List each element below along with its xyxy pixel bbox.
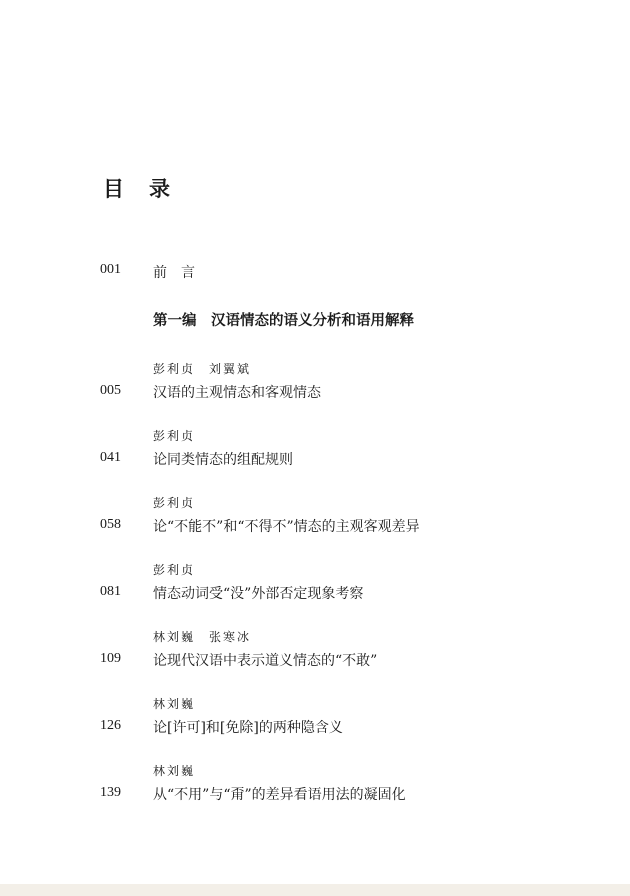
entry-title: 论现代汉语中表示道义情态的“不敢” xyxy=(153,653,378,669)
entry-author: 彭利贞 xyxy=(153,563,196,577)
page-number: 139 xyxy=(100,785,121,800)
page-number: 109 xyxy=(100,651,121,666)
page-bottom-edge xyxy=(0,884,630,896)
page-title-char-1: 目 xyxy=(103,176,125,201)
page-number: 005 xyxy=(100,383,121,398)
entry-author: 彭利贞 xyxy=(153,496,196,510)
page-number: 058 xyxy=(100,517,121,532)
entry-author: 彭利贞 xyxy=(153,429,196,443)
entry-title: 情态动词受“没”外部否定现象考察 xyxy=(153,586,364,602)
entry-title: 论同类情态的组配规则 xyxy=(153,452,293,468)
page-title-char-2: 录 xyxy=(149,176,171,201)
page-number: 001 xyxy=(100,262,121,277)
entry-author: 彭利贞 刘翼斌 xyxy=(153,362,252,376)
page-number: 041 xyxy=(100,450,121,465)
entry-author: 林刘巍 xyxy=(153,697,196,711)
entry-title: 前 言 xyxy=(153,265,195,281)
entry-title: 汉语的主观情态和客观情态 xyxy=(153,385,321,401)
entry-author: 林刘巍 张寒冰 xyxy=(153,630,252,644)
part-heading: 第一编 汉语情态的语义分析和语用解释 xyxy=(153,312,414,329)
entry-author: 林刘巍 xyxy=(153,764,196,778)
entry-title: 论[许可]和[免除]的两种隐含义 xyxy=(153,720,343,736)
page-number: 126 xyxy=(100,718,121,733)
page-title xyxy=(103,173,171,203)
entry-title: 从“不用”与“甭”的差异看语用法的凝固化 xyxy=(153,787,406,803)
entry-title: 论“不能不”和“不得不”情态的主观客观差异 xyxy=(153,519,420,535)
page-number: 081 xyxy=(100,584,121,599)
